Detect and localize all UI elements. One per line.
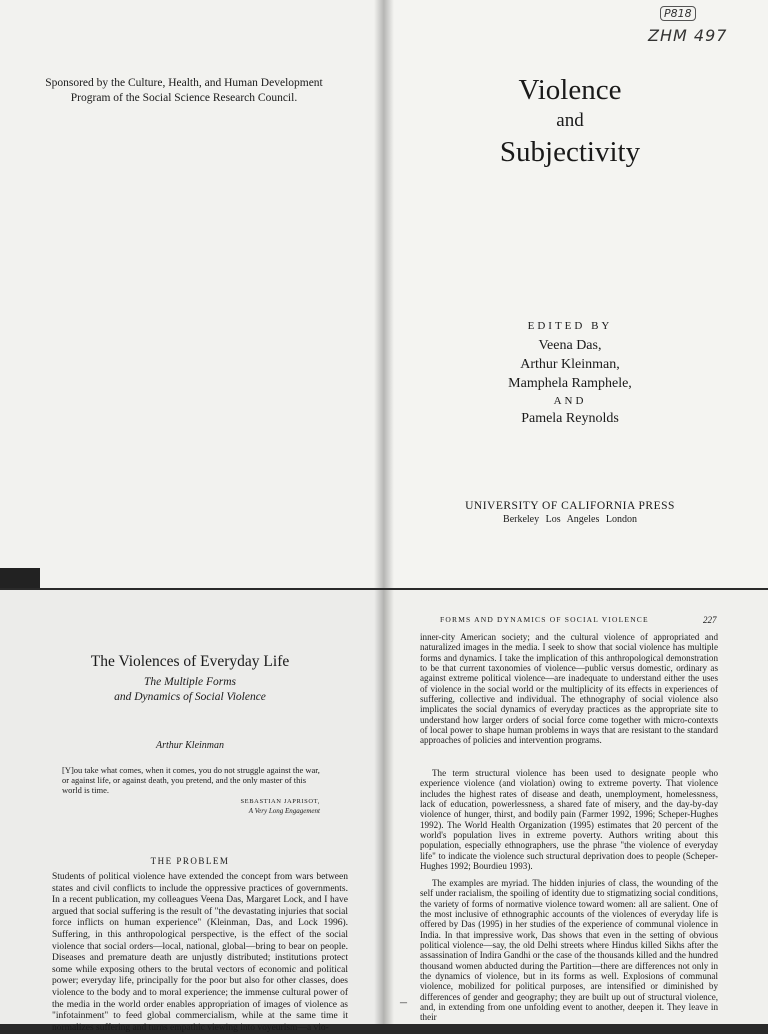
edited-by-label: EDITED BY bbox=[527, 320, 613, 332]
chapter-subtitle-line1: The Multiple Forms bbox=[144, 676, 236, 688]
publisher-cities: Berkeley Los Angeles London bbox=[503, 514, 637, 525]
page-gutter-shadow bbox=[374, 0, 384, 588]
chapter-author: Arthur Kleinman bbox=[155, 740, 225, 751]
and-separator: AND bbox=[553, 395, 587, 407]
editor-name: Pamela Reynolds bbox=[521, 411, 619, 426]
page-gutter-shadow bbox=[384, 0, 394, 588]
paragraph: The term structural violence has been used to designate people who experience violence (and violation) owing to extreme poverty. That violence includes the highest rates of disease and death, unemployment, homelessness, lack of education, powerlessness, a shared fate of misery, and the day-by-day violence of hunger, thirst, and bodily pain (Farmer 1992, 1996; Scheper-Hughes 1992). The World Health Organization (1995) estimates that 20 percent of the world's population lives in extreme poverty. Authors writing about this population, especially ethnographers, use the phrase "the violence of everyday life" to indicate the violence such structural deprivation does to people (Scheper-Hughes 1992; Bourdieu 1993). bbox=[420, 768, 718, 872]
book-title-line1: Violence bbox=[518, 74, 622, 106]
handwritten-code: P818 bbox=[660, 6, 696, 21]
margin-dash-mark: – bbox=[400, 995, 407, 1010]
page-gutter-shadow bbox=[384, 590, 394, 1024]
scan-corner-shadow bbox=[0, 568, 40, 588]
running-head: FORMS AND DYNAMICS OF SOCIAL VIOLENCE bbox=[440, 615, 649, 624]
paragraph: inner-city American society; and the cultural violence of appropriated and naturalized images in the media. I seek to show that social violence has multiple forms and dynamics. I take the implication of this anthropological demonstration to be that current taxonomies of violence—public versus domestic, ordinary as against extreme political violence—are inadequate to understand either the uses of violence in the social world or the multiplicity of its effects in experiences of suffering, collective and individual. The ethnography of social violence also implicates the social dynamics of everyday practices as the appropriate site to understand how larger orders of social force come together with micro-contexts of local power to shape human problems in ways that are resistant to the standard approaches of policies and intervention programs. bbox=[420, 632, 718, 746]
editor-name: Veena Das, bbox=[538, 338, 602, 353]
chapter-subtitle-line2: and Dynamics of Social Violence bbox=[114, 691, 266, 703]
section-heading: THE PROBLEM bbox=[150, 856, 230, 866]
chapter-opening-page bbox=[0, 590, 384, 1033]
page-gutter-shadow bbox=[374, 590, 384, 1024]
epigraph-source: A Very Long Engagement bbox=[248, 807, 320, 815]
epigraph: [Y]ou take what comes, when it comes, you do not struggle against the war, or against life, or against death, you pretend, and the only master of this world is time. bbox=[62, 765, 320, 795]
title-verso-page bbox=[0, 0, 384, 588]
epigraph-author: SEBASTIAN JAPRISOT, bbox=[240, 798, 320, 805]
editor-name: Arthur Kleinman, bbox=[520, 357, 620, 372]
continuation-page bbox=[384, 590, 768, 1024]
page-number: 227 bbox=[703, 615, 717, 625]
book-title-line3: Subjectivity bbox=[499, 136, 641, 168]
chapter-title: The Violences of Everyday Life bbox=[90, 653, 290, 670]
handwritten-catalog-number: ZHM 497 bbox=[648, 26, 728, 45]
publisher-name: UNIVERSITY OF CALIFORNIA PRESS bbox=[465, 500, 675, 512]
chapter-body-text: Students of political violence have extended the concept from wars between states and civil conflicts to include the oppressive practices of governments. In a recent publication, my colleagues Veena Das, Margaret Lock, and I have argued that social suffering is the result of "the devastating injuries that social force inflicts on human experience" (Kleinman, Das, and Lock 1996). Suffering, in this anthropological perspective, is the effect of the social violence that social orders—local, national, global—bring to bear on people. Diseases and premature death are unjustly distributed; institutions protect some while exposing others to the brutal vectors of economic and political power; everyday life, principally for the poor but also for other classes, does violence to the body and to moral experience; the immense cultural power of the media in the world order enables appropriation of images of violence as "infotainment" to feed global commercialism, while at the same time it normalizes suffering and turns empathic viewing into voyeurism—a vio- bbox=[52, 872, 348, 1033]
sponsor-note: Sponsored by the Culture, Health, and Human Development Program of the Social Science Research Council. bbox=[45, 77, 323, 104]
editor-name: Mamphela Ramphele, bbox=[508, 376, 632, 391]
book-title-line2: and bbox=[556, 110, 584, 131]
paragraph: The examples are myriad. The hidden injuries of class, the wounding of the self under racialism, the spoiling of identity due to stigmatizing social conditions, the variety of forms of normative violence toward women: all are salient. One of the most inclusive of ethnographic accounts of the violences of everyday life is offered by Das (1995) in her studies of the experience of communal violence in India. In that impressive work, Das shows that even in the setting of obvious political violence—say, the old Delhi streets where Hindus killed Sikhs after the assassination of Indira Gandhi or the case of the thousands killed and the hundred thousand women abducted during the Partition—there are differences not only in the dynamics of violence, but in its forms as well. Explosions of communal violence, mobilized for political purposes, are intensified or diminished by differences of gender and geography; they are built up out of structural violence, and, in extending from one unfolding event to another, deepen it. They leave in their bbox=[420, 878, 718, 1023]
